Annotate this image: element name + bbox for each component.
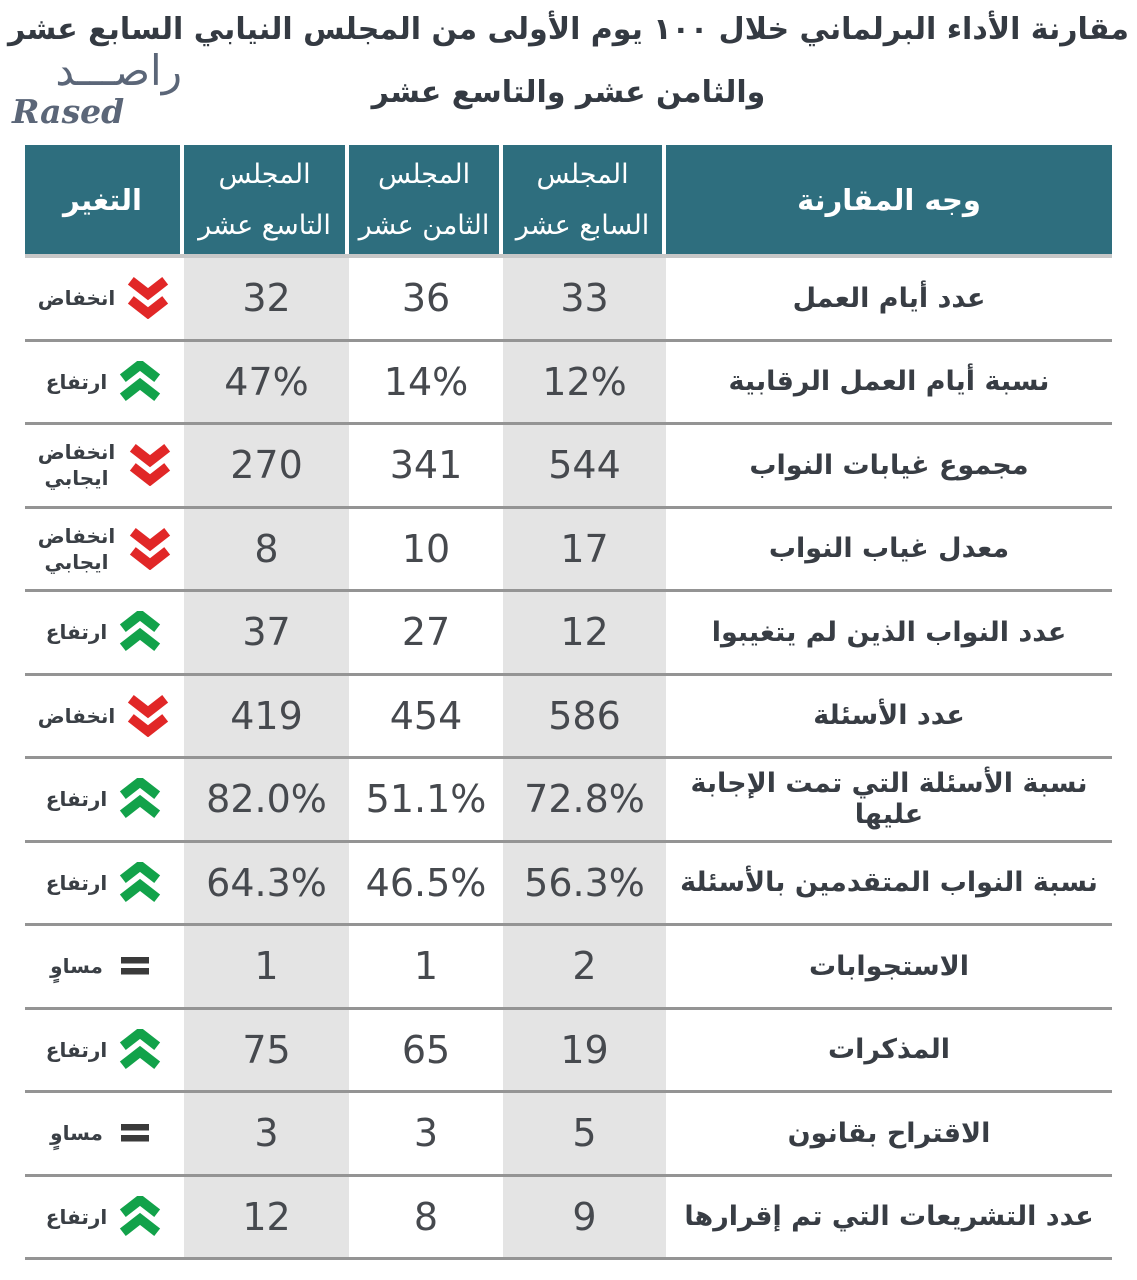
change-cell (25, 425, 184, 506)
double-chevron-up-icon (117, 1196, 163, 1238)
value-council-18: 3 (413, 1111, 439, 1156)
change-cell (25, 509, 184, 590)
equals-icon (113, 956, 159, 976)
double-chevron-down-icon (127, 528, 173, 570)
double-chevron-down-icon (127, 444, 173, 486)
value-council-19: 32 (184, 258, 349, 339)
change-cell (25, 926, 184, 1007)
double-chevron-up-icon (117, 611, 163, 653)
page-title (0, 12, 1137, 110)
table-row (25, 1093, 1112, 1177)
table-header-row (25, 145, 1112, 258)
value-council-19: 75 (184, 1010, 349, 1091)
value-council-18: 8 (413, 1194, 439, 1239)
double-chevron-down-icon (125, 695, 171, 737)
header-comparison-aspect: وجه المقارنة (797, 182, 981, 217)
value-council-19: 3 (184, 1093, 349, 1174)
value-council-17: 12 (503, 592, 666, 673)
double-chevron-down-icon (125, 277, 171, 319)
page-title-line1: مقارنة الأداء البرلماني خلال ١٠٠ يوم الأولى من المجلس النيابي السابع عشر (8, 12, 1129, 47)
value-council-19: 419 (184, 676, 349, 757)
row-label: عدد التشريعات التي تم إقرارها (684, 1201, 1094, 1233)
value-council-18: 1 (413, 944, 439, 989)
row-label-cell (666, 759, 1112, 840)
table-row (25, 592, 1112, 676)
row-label: الاقتراح بقانون (787, 1117, 991, 1149)
table-row (25, 759, 1112, 843)
value-council-17: 9 (503, 1177, 666, 1258)
change-label: انخفاض (37, 286, 116, 311)
row-label-cell (666, 425, 1112, 506)
double-chevron-up-icon (117, 1029, 163, 1071)
row-label: نسبة أيام العمل الرقابية (728, 366, 1050, 398)
value-council-18: 51.1% (365, 777, 487, 822)
table-row (25, 843, 1112, 927)
row-label-cell (666, 509, 1112, 590)
value-council-17: 33 (503, 258, 666, 339)
value-council-19: 64.3% (184, 843, 349, 924)
change-cell (25, 592, 184, 673)
value-council-18: 27 (401, 610, 451, 655)
header-council-17: المجلس السابع عشر (503, 145, 666, 254)
value-council-17: 2 (503, 926, 666, 1007)
row-label: عدد النواب الذين لم يتغيبوا (711, 616, 1067, 648)
header-change: التغير (25, 145, 184, 254)
row-label: مجموع غيابات النواب (749, 449, 1029, 481)
change-label: مساوٍ (50, 954, 103, 979)
equals-icon (113, 1123, 159, 1143)
row-label: عدد الأسئلة (813, 700, 965, 732)
rased-logo-latin: Rased (12, 92, 125, 131)
change-cell (25, 676, 184, 757)
change-cell (25, 258, 184, 339)
value-council-18: 36 (401, 276, 451, 321)
row-label-cell (666, 592, 1112, 673)
change-cell (25, 843, 184, 924)
row-label-cell (666, 342, 1112, 423)
value-council-17: 544 (503, 425, 666, 506)
change-label: انخفاض ايجابي (37, 440, 116, 491)
change-cell (25, 1093, 184, 1174)
value-council-17: 19 (503, 1010, 666, 1091)
value-council-17: 17 (503, 509, 666, 590)
table-row (25, 342, 1112, 426)
header-council-18: المجلس الثامن عشر (349, 145, 503, 254)
value-council-19: 47% (184, 342, 349, 423)
change-label: مساوٍ (50, 1121, 103, 1146)
value-council-19: 12 (184, 1177, 349, 1258)
row-label: نسبة الأسئلة التي تمت الإجابة عليها (690, 768, 1088, 831)
double-chevron-up-icon (117, 862, 163, 904)
row-label-cell (666, 676, 1112, 757)
rased-logo-arabic: راصـــد (55, 46, 182, 95)
table-row (25, 926, 1112, 1010)
row-label-cell (666, 1177, 1112, 1258)
comparison-table (25, 145, 1112, 1260)
change-label: ارتفاع (45, 870, 108, 895)
value-council-18: 65 (401, 1027, 451, 1072)
change-cell (25, 759, 184, 840)
row-label-cell (666, 926, 1112, 1007)
change-label: ارتفاع (45, 1037, 108, 1062)
change-label: ارتفاع (45, 369, 108, 394)
value-council-19: 37 (184, 592, 349, 673)
value-council-17: 5 (503, 1093, 666, 1174)
value-council-18: 46.5% (365, 860, 487, 905)
row-label: عدد أيام العمل (792, 282, 986, 314)
table-row (25, 425, 1112, 509)
value-council-18: 14% (383, 359, 469, 404)
value-council-19: 8 (184, 509, 349, 590)
change-label: انخفاض (37, 703, 116, 728)
change-label: انخفاض ايجابي (37, 523, 116, 574)
value-council-18: 454 (389, 693, 463, 738)
value-council-19: 82.0% (184, 759, 349, 840)
table-body (25, 258, 1112, 1260)
table-row (25, 676, 1112, 760)
change-cell (25, 1010, 184, 1091)
header-council-19: المجلس التاسع عشر (184, 145, 349, 254)
value-council-17: 586 (503, 676, 666, 757)
table-row (25, 1177, 1112, 1261)
value-council-18: 10 (401, 526, 451, 571)
value-council-19: 270 (184, 425, 349, 506)
row-label-cell (666, 1010, 1112, 1091)
value-council-17: 12% (503, 342, 666, 423)
row-label: معدل غياب النواب (768, 533, 1010, 565)
value-council-19: 1 (184, 926, 349, 1007)
table-row (25, 1010, 1112, 1094)
table-row (25, 509, 1112, 593)
change-cell (25, 1177, 184, 1258)
value-council-18: 341 (389, 443, 463, 488)
row-label-cell (666, 1093, 1112, 1174)
page-title-line2: والثامن عشر والتاسع عشر (371, 75, 766, 110)
change-label: ارتفاع (45, 787, 108, 812)
change-cell (25, 342, 184, 423)
row-label: المذكرات (828, 1034, 950, 1066)
change-label: ارتفاع (45, 620, 108, 645)
double-chevron-up-icon (117, 778, 163, 820)
change-label: ارتفاع (45, 1204, 108, 1229)
double-chevron-up-icon (117, 361, 163, 403)
table-row (25, 258, 1112, 342)
value-council-17: 72.8% (503, 759, 666, 840)
row-label-cell (666, 258, 1112, 339)
row-label: الاستجوابات (809, 950, 969, 982)
row-label-cell (666, 843, 1112, 924)
value-council-17: 56.3% (503, 843, 666, 924)
row-label: نسبة النواب المتقدمين بالأسئلة (680, 867, 1098, 899)
